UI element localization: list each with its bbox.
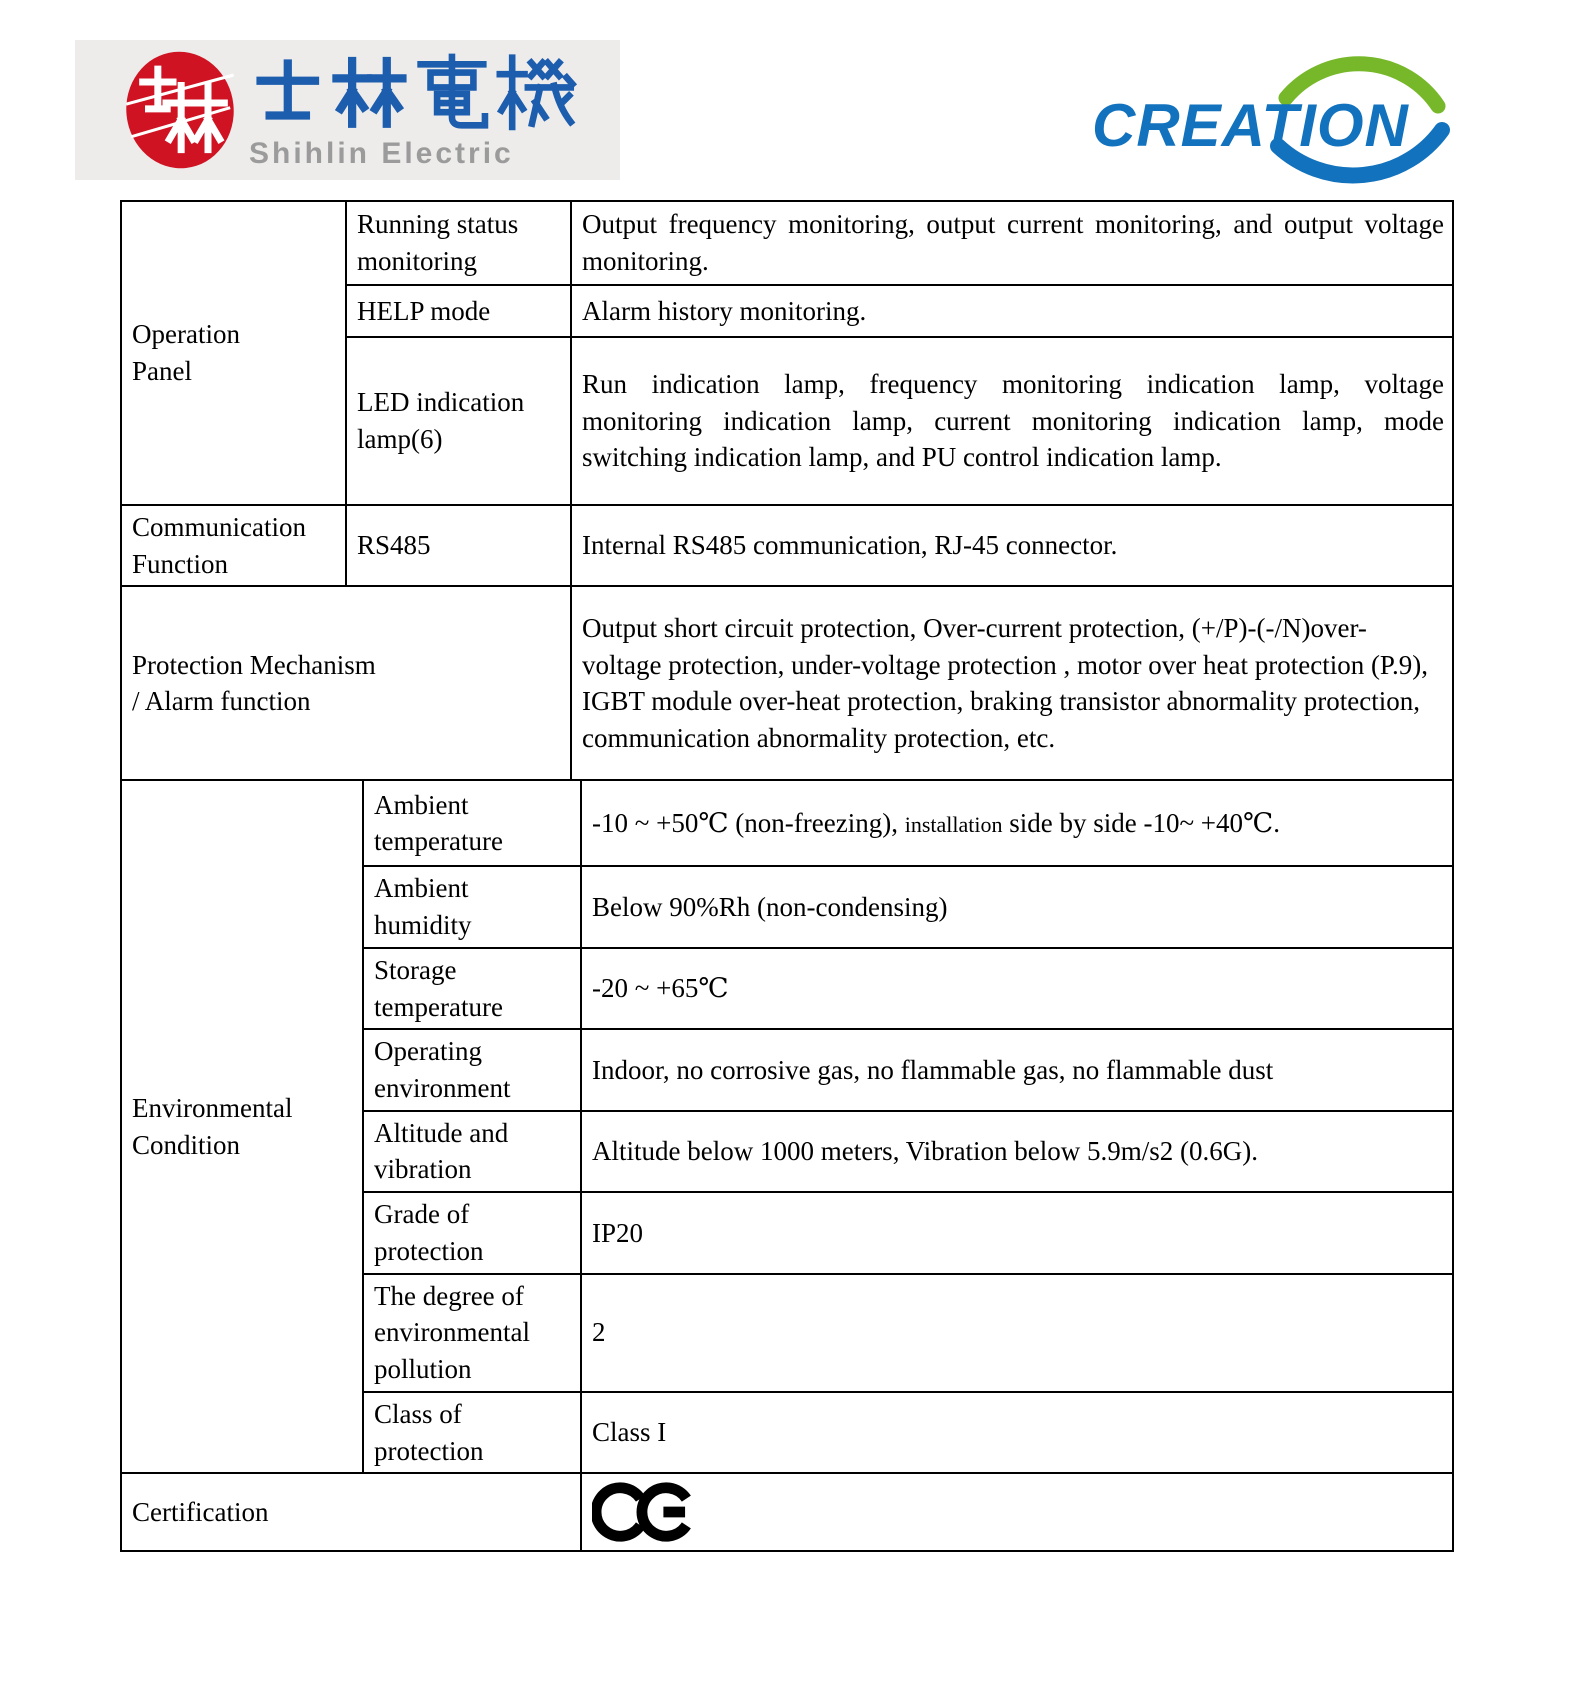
table-row <box>121 586 1453 780</box>
table-row <box>121 780 1453 866</box>
sub-cell-ambient-temperature: Ambient temperature <box>363 780 581 866</box>
value-cell-operating-environment: Indoor, no corrosive gas, no flammable gas, no flammable dust <box>581 1029 1453 1110</box>
spec-table-bottom <box>120 779 1454 1552</box>
value-part-pre: -10 ~ +50℃ (non-freezing), <box>592 808 905 839</box>
group-label-line2: / Alarm function <box>132 686 311 717</box>
sub-cell-help-mode: HELP mode <box>346 285 571 337</box>
value-cell-help-mode: Alarm history monitoring. <box>571 285 1453 337</box>
group-cell-communication: Communication Function <box>121 505 346 586</box>
shihlin-electric-logo <box>75 40 620 180</box>
sub-cell-pollution-degree: The degree of environmental pollution <box>363 1274 581 1392</box>
value-part-small: installation <box>904 812 1003 838</box>
group-cell-certification: Certification <box>121 1473 581 1551</box>
svg-text:CREATION: CREATION <box>1092 92 1409 159</box>
value-part-post: side by side -10~ +40℃. <box>1002 808 1280 839</box>
shihlin-emblem-icon <box>121 47 239 173</box>
group-cell-environment: Environmental Condition <box>121 780 363 1473</box>
sub-cell-storage-temperature: Storage temperature <box>363 948 581 1029</box>
shihlin-wordmark-block <box>249 51 579 169</box>
table-row <box>121 505 1453 586</box>
value-cell-protection: Output short circuit protection, Over-current protection, (+/P)-(-/N)over-voltage protection, under-voltage protection , motor over heat protection (P.9), IGBT module over-heat protection, braking transistor abnormality protection, communication abnormality protection, etc. <box>571 586 1453 780</box>
shihlin-cjk-wordmark <box>249 51 579 137</box>
sub-cell-operating-environment: Operating environment <box>363 1029 581 1110</box>
value-cell-grade-of-protection: IP20 <box>581 1192 1453 1273</box>
shihlin-latin-wordmark: Shihlin Electric <box>249 137 514 170</box>
group-label-line1: Protection Mechanism <box>132 649 376 680</box>
creation-logo-art <box>1090 42 1485 192</box>
value-cell-rs485: Internal RS485 communication, RJ-45 connector. <box>571 505 1453 586</box>
sub-cell-running-status: Running status monitoring <box>346 201 571 285</box>
sub-cell-led-lamp: LED indication lamp(6) <box>346 337 571 505</box>
value-cell-running-status: Output frequency monitoring, output current monitoring, and output voltage monitoring. <box>571 201 1453 285</box>
group-cell-operation-panel <box>121 201 346 505</box>
group-label: Operation Panel <box>132 319 240 386</box>
creation-logo <box>1090 42 1485 192</box>
sub-cell-rs485: RS485 <box>346 505 571 586</box>
sub-cell-grade-of-protection: Grade of protection <box>363 1192 581 1273</box>
spec-table-top <box>120 200 1454 781</box>
sub-cell-altitude-vibration: Altitude and vibration <box>363 1111 581 1192</box>
value-cell-storage-temperature: -20 ~ +65℃ <box>581 948 1453 1029</box>
table-row <box>121 201 1453 285</box>
value-cell-ambient-temperature <box>581 780 1453 866</box>
sub-cell-class-of-protection: Class of protection <box>363 1392 581 1473</box>
value-cell-certification <box>581 1473 1453 1551</box>
table-row <box>121 1473 1453 1551</box>
value-cell-led-lamp: Run indication lamp, frequency monitoring indication lamp, voltage monitoring indication lamp, current monitoring indication lamp, mode switching indication lamp, and PU control indication lamp. <box>571 337 1453 505</box>
value-cell-pollution-degree: 2 <box>581 1274 1453 1392</box>
value-cell-altitude-vibration: Altitude below 1000 meters, Vibration below 5.9m/s2 (0.6G). <box>581 1111 1453 1192</box>
sub-cell-ambient-humidity: Ambient humidity <box>363 866 581 947</box>
group-cell-protection <box>121 586 571 780</box>
ce-mark-icon <box>592 1478 694 1546</box>
value-cell-ambient-humidity: Below 90%Rh (non-condensing) <box>581 866 1453 947</box>
value-cell-class-of-protection: Class I <box>581 1392 1453 1473</box>
